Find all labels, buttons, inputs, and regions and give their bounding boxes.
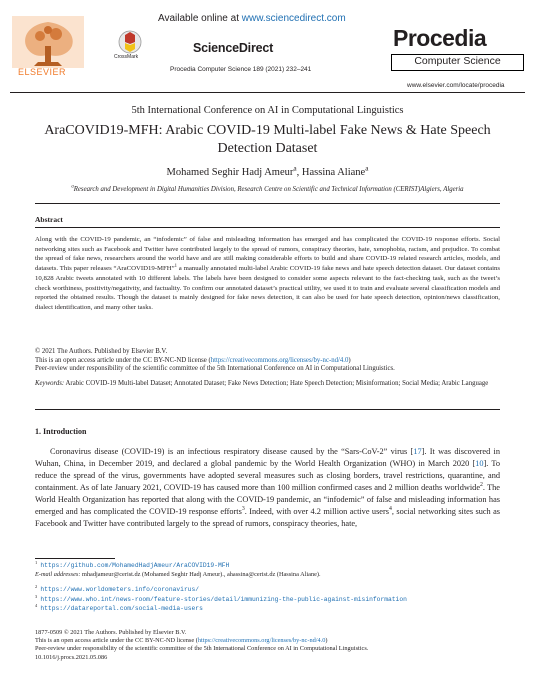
citation-ref-17[interactable]: 17	[413, 447, 422, 456]
introduction-paragraph	[35, 446, 500, 530]
bottom-license-line	[35, 637, 500, 645]
citation-ref-10[interactable]: 10	[475, 459, 484, 468]
intro-text: , social networking sites such as Facebook and Twitter have contributed largely to the spread of rumors, conspiracy theories, hate,	[35, 507, 500, 528]
intro-text: Coronavirus disease (COVID-19) is an infectious respiratory disease caused by the “Sars-CoV-2” virus [	[50, 447, 414, 456]
footnote-number: 4	[35, 602, 38, 608]
citation-line: Procedia Computer Science 189 (2021) 232–241	[170, 66, 312, 73]
footnote-4	[35, 602, 500, 613]
author-list	[0, 163, 535, 178]
abstract-heading: Abstract	[35, 215, 63, 224]
abstract-text-1: Along with the COVID-19 pandemic, an “infodemic” of false and misleading information has emerged and has complicated the COVID-19 response efforts. Social networking sites such as Facebook and Twitter have contributed largely to the spread of rumors, conspiracy theories, hate, xenophobia, racism, and prejudice. To combat the spread of fake news, researchers around the world have and are still making considerable efforts to build and share COVID-19 related research articles, models, and datasets. This paper releases “AraCOVID19-MFH”	[35, 236, 500, 273]
conference-name: 5th International Conference on AI in Computational Linguistics	[131, 105, 404, 116]
available-online-prefix: Available online at	[158, 13, 242, 24]
journal-homepage[interactable]: www.elsevier.com/locate/procedia	[407, 82, 505, 89]
paper-title: AraCOVID19-MFH: Arabic COVID-19 Multi-label Fake News & Hate Speech Detection Dataset	[44, 123, 491, 156]
license-prefix: This is an open access article under the CC BY-NC-ND license (	[35, 356, 211, 364]
abstract-end-divider	[35, 409, 500, 410]
footnote-2-url[interactable]: https://www.worldometers.info/coronavirus/	[40, 586, 200, 593]
intro-text: ]. It was discovered in Wuhan, China, in December 2019, and declared a global pandemic by the World Health Organization (WHO) in March 2020 [	[35, 447, 501, 468]
author-1: Mohamed Seghir Hadj Ameur	[166, 167, 294, 178]
author-2-affil: a	[365, 163, 369, 173]
crossmark-icon[interactable]	[118, 30, 142, 54]
abstract-text-2: a manually annotated multi-label Arabic COVID-19 fake news and hate speech detection dataset. Our dataset contains 10,828 Arabic tweets annotated with 10 different labels. The labels have been designed to consider some aspects relevant to the fact-checking task, such as the tweet’s check worthiness, positivity/negativity, and factuality. To confirm our annotated dataset’s practical utility, we used it to train and evaluate several classification models and reported the obtained results. Though the dataset is mainly designed for fake news detection, it can also be used for hate speech detection, opinion/news classification, dialect identification, and many other tasks.	[35, 265, 500, 311]
elsevier-wordmark: ELSEVIER	[18, 67, 67, 77]
license-suffix: )	[348, 356, 351, 364]
keywords-list: Arabic COVID-19 Multi-label Dataset; Annotated Dataset; Fake News Detection; Hate Speech Detection; Misinformation; Social Media; Arabic Language	[64, 380, 489, 387]
footnote-3	[35, 593, 500, 604]
section-heading-introduction: 1. Introduction	[35, 427, 87, 436]
footnote-divider	[35, 558, 115, 559]
author-separator: ,	[296, 167, 302, 178]
footnote-1-url[interactable]: https://github.com/MohamedHadjAmeur/AraCOVID19-MFH	[40, 562, 230, 569]
footnote-number: 1	[35, 559, 38, 565]
copyright-line: © 2021 The Authors. Published by Elsevier B.V.	[35, 348, 168, 355]
email-text: mhadjameur@cerist.dz (Mohamed Seghir Hadj Ameur)., ahassina@cerist.dz (Hassina Aliane).	[80, 571, 321, 578]
abstract-divider	[35, 227, 500, 228]
footnote-1	[35, 559, 500, 570]
sciencedirect-link[interactable]: www.sciencedirect.com	[241, 13, 346, 24]
footnote-2	[35, 583, 500, 594]
affiliation	[0, 186, 535, 193]
intro-text: . Indeed, with over 4.2 million active users	[244, 507, 389, 516]
affiliation-mark: a	[71, 184, 74, 190]
bottom-copyright-block	[35, 629, 500, 662]
issn-line: 1877-0509 © 2021 The Authors. Published by Elsevier B.V.	[35, 629, 187, 636]
sciencedirect-wordmark: ScienceDirect	[193, 41, 274, 55]
abstract-body	[35, 235, 500, 313]
author-1-affil: a	[293, 163, 297, 173]
keywords	[35, 379, 500, 390]
footnote-4-url[interactable]: https://datareportal.com/social-media-users	[40, 605, 203, 612]
keywords-label: Keywords:	[35, 380, 65, 387]
intro-text: ]. To reduce the spread of the virus, governments have adopted several measures such as closing borders, travel restrictions, quarantine, and containment. As of late January 2021, COVID-19 has caused more than 100 million confirmed cases and 2 million deaths worldwide	[35, 459, 501, 492]
abstract-footnote-mark[interactable]: 1	[174, 263, 177, 269]
footnote-3-url[interactable]: https://www.who.int/news-room/feature-stories/detail/immunizing-the-public-against-misinformation	[40, 596, 407, 603]
license-block	[35, 348, 500, 374]
bottom-license-prefix: This is an open access article under the CC BY-NC-ND license (	[35, 637, 198, 645]
title-divider	[35, 203, 500, 204]
available-online	[158, 13, 346, 24]
license-link[interactable]: https://creativecommons.org/licenses/by-nc-nd/4.0	[210, 356, 349, 364]
footnote-mark-4[interactable]: 4	[388, 506, 392, 513]
intro-text: . The World Health Organization has reported that along with the COVID-19 pandemic, an “infodemic” of false and misleading information has emerged and has complicated the COVID-19 response efforts	[35, 483, 500, 516]
header-divider	[10, 92, 525, 93]
peer-review-line: Peer-review under responsibility of the scientific committee of the 5th International Conference on AI in Computational Linguistics.	[35, 365, 395, 373]
footnote-number: 3	[35, 593, 38, 599]
email-label: E-mail addresses:	[35, 571, 81, 578]
bottom-peer-review-line: Peer-review under responsibility of the scientific committee of the 5th International Conference on AI in Computational Linguistics.	[35, 645, 369, 653]
footnote-mark-3[interactable]: 3	[241, 506, 245, 513]
bottom-license-link[interactable]: https://creativecommons.org/licenses/by-nc-nd/4.0	[197, 637, 326, 645]
affiliation-text: Research and Development in Digital Humanities Division, Research Centre on Scientific and Technical Information (CERIST)Algiers, Algeria	[73, 186, 464, 193]
license-line	[35, 357, 500, 366]
bottom-license-suffix: )	[325, 637, 328, 645]
email-addresses	[35, 571, 500, 579]
footnote-mark-2[interactable]: 2	[480, 482, 483, 489]
author-2: Hassina Aliane	[301, 167, 366, 178]
procedia-wordmark: Procedia	[393, 25, 487, 51]
doi-line[interactable]: 10.1016/j.procs.2021.05.086	[35, 653, 108, 661]
footnote-number: 2	[35, 583, 38, 589]
crossmark-label: CrossMark	[114, 54, 139, 60]
journal-subtitle: Computer Science	[414, 55, 501, 67]
